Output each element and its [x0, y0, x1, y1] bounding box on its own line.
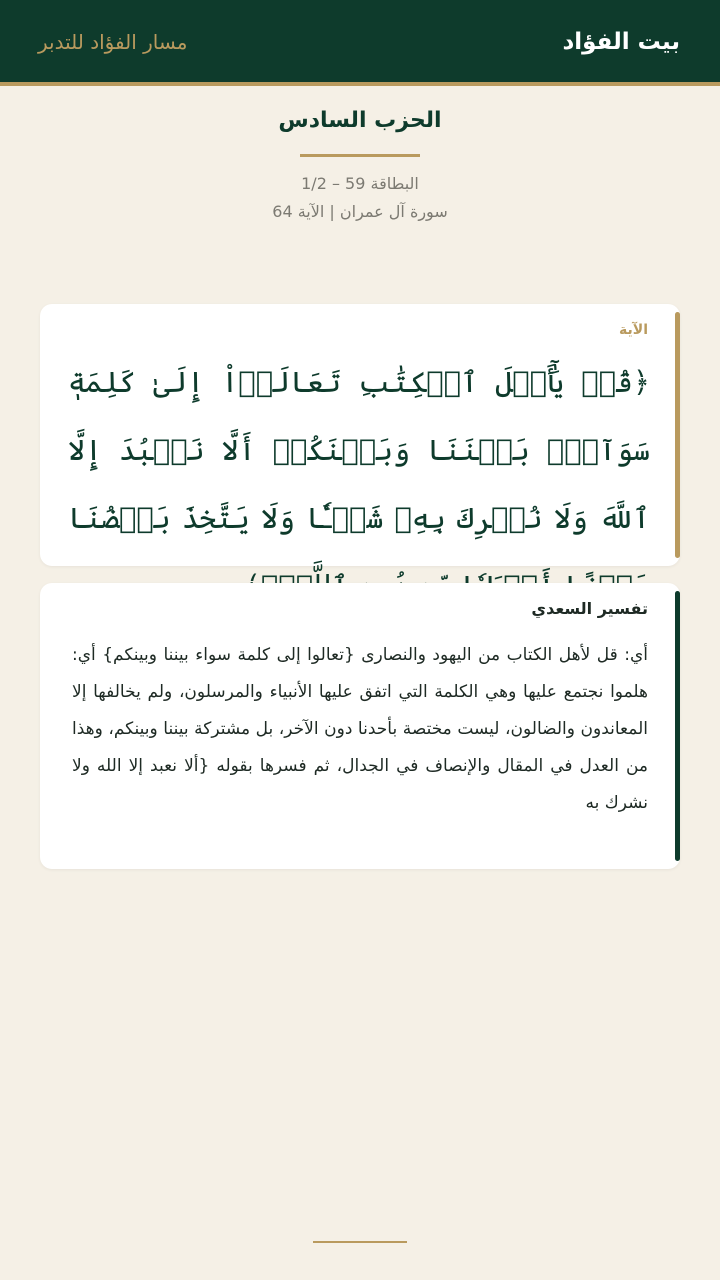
tafsir-text: أي: قل لأهل الكتاب من اليهود والنصارى {تعالوا إلى كلمة سواء بيننا وبينكم} أي: هلموا نجتمع عليها وهي الكلمة التي اتفق عليها الأنبياء والمرسلون، ولم يخالفها إلا المعاندون والضالون، ليست مختصة بأحدنا دون الآخر، بل مشتركة بيننا وبينكم، وهذا من العدل في المقال والإنصاف في الجدال، ثم فسرها بقوله {ألا نعبد إلا الله ولا نشرك به	[72, 645, 648, 813]
app-header	[0, 0, 720, 86]
verse-text: ﴿قُلۡ يَٰٓأَهۡلَ ٱلۡكِتَٰبِ تَعَالَوۡاْ إِلَىٰ كَلِمَةٖ سَوَآءِۭ بَيۡنَنَا وَبَيۡنَكُمۡ أَلَّا نَعۡبُدَ إِلَّا ٱللَّهَ وَلَا نُشۡرِكَ بِهِۦ شَيۡـٔٗا وَلَا يَتَّخِذَ بَعۡضُنَا	[68, 365, 650, 535]
tafsir-label: تفسير السعدي	[531, 599, 648, 618]
title-divider	[300, 154, 420, 157]
verse-card	[40, 304, 680, 566]
tadabbur-path-link[interactable]: مسار الفؤاد للتدبر	[38, 30, 188, 54]
app-title: بيت الفؤاد	[562, 29, 680, 55]
hizb-title: الحزب السادس	[278, 108, 442, 133]
page-heading	[0, 100, 720, 223]
card-number: البطاقة 59 – 1/2	[301, 174, 419, 193]
tafsir-card	[40, 583, 680, 869]
surah-reference: سورة آل عمران | الآية 64	[272, 202, 448, 221]
verse-label: الآية	[619, 322, 648, 338]
bottom-divider	[313, 1241, 407, 1243]
